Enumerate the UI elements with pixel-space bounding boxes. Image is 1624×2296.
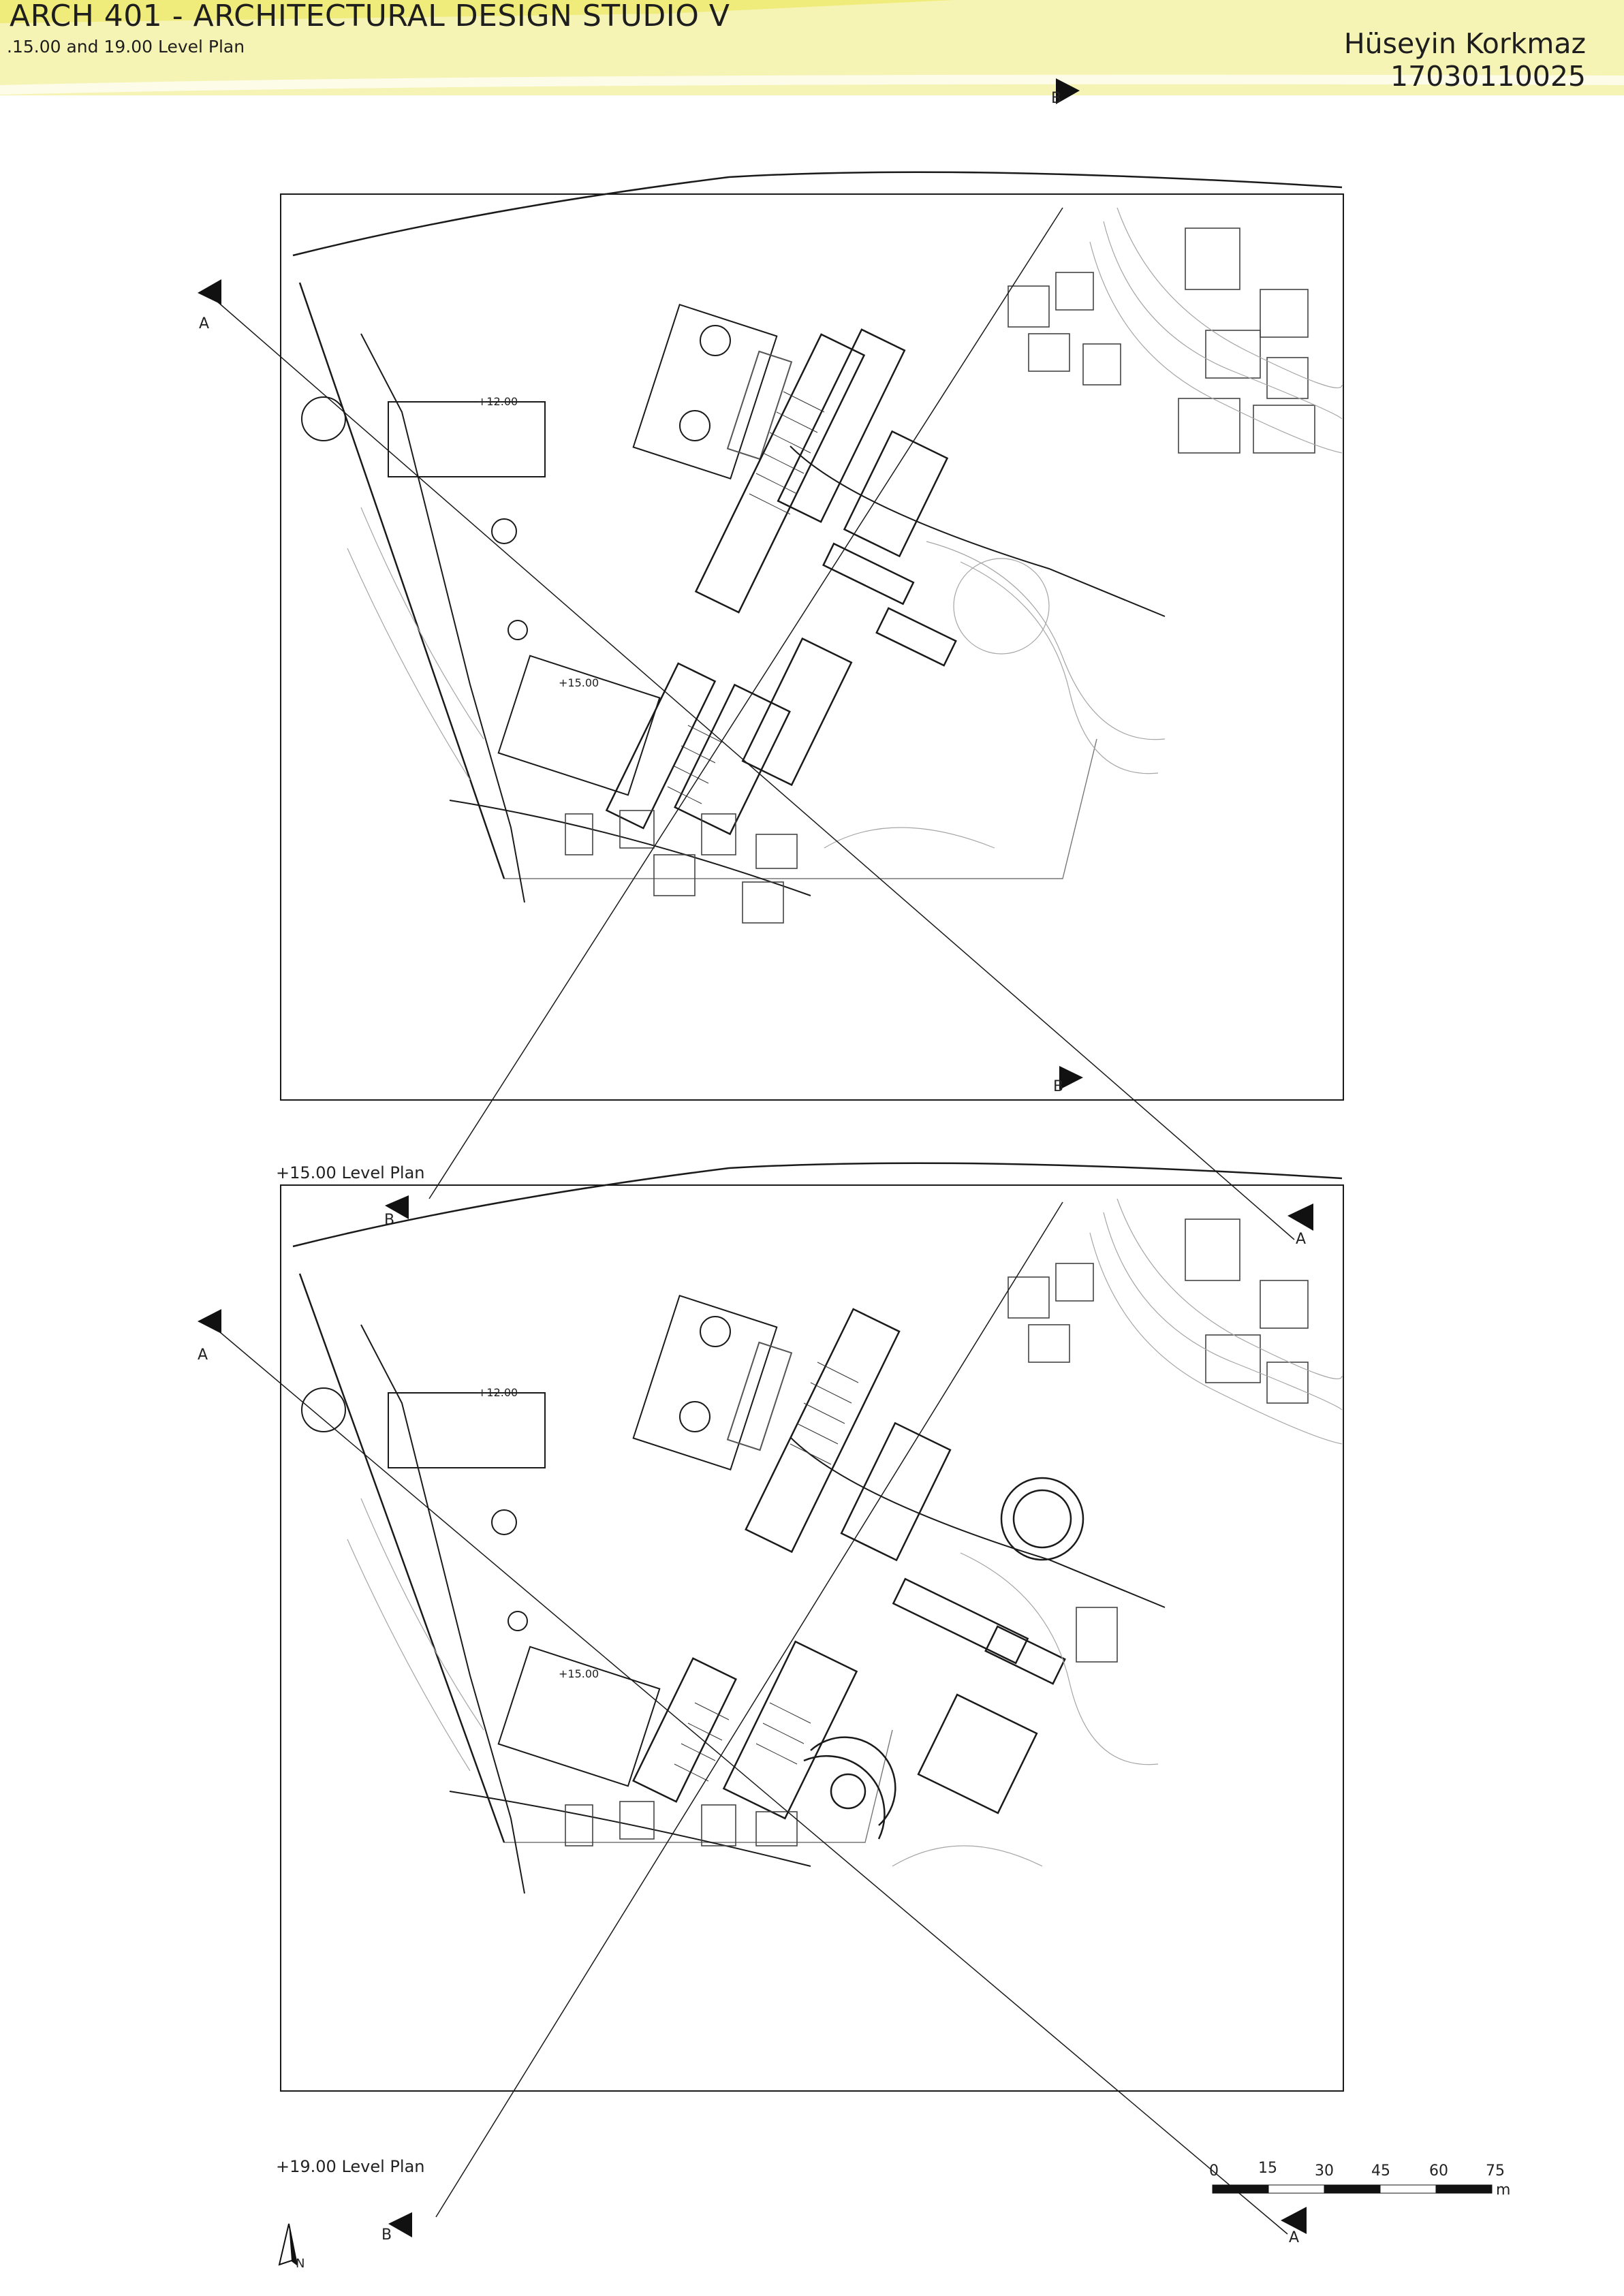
elevation-label: +12.00 — [478, 395, 518, 408]
north-arrow-icon — [275, 2217, 323, 2271]
elevation-label: +12.00 — [478, 1386, 518, 1399]
section-a-start-marker — [198, 1309, 221, 1334]
elevation-label: +15.00 — [559, 1667, 599, 1680]
scale-tick-label: 15 — [1258, 2160, 1277, 2177]
section-b-label: B — [1053, 1078, 1064, 1095]
course-title: ARCH 401 - ARCHITECTURAL DESIGN STUDIO V — [10, 0, 730, 33]
section-a-label: A — [198, 1347, 208, 1364]
scale-tick-label: 0 — [1209, 2163, 1219, 2180]
scale-tick-label: 45 — [1371, 2163, 1390, 2180]
plan-title-19: +19.00 Level Plan — [276, 2157, 425, 2176]
section-a-label: A — [199, 315, 210, 332]
north-label: N — [296, 2256, 305, 2271]
sheet-subtitle: .15.00 and 19.00 Level Plan — [7, 37, 245, 57]
section-a-label: A — [1289, 2229, 1300, 2246]
elevation-label: +15.00 — [559, 676, 599, 689]
plan-frame — [281, 194, 1343, 1100]
section-b-end-marker — [388, 2212, 412, 2237]
student-id: 17030110025 — [1390, 60, 1586, 93]
scale-unit: m — [1496, 2182, 1511, 2199]
section-b-label: B — [381, 2227, 392, 2244]
scale-bar — [1202, 2152, 1516, 2207]
scale-tick-label: 30 — [1315, 2163, 1334, 2180]
section-b-label: B — [1051, 90, 1062, 107]
section-b-label: B — [384, 1212, 395, 1229]
plan-frame — [281, 1185, 1343, 2091]
scale-tick-label: 75 — [1486, 2163, 1505, 2180]
sheet-header — [0, 0, 1624, 95]
plan-title-15: +15.00 Level Plan — [276, 1163, 425, 1182]
section-a-label: A — [1296, 1231, 1307, 1248]
section-a-start-marker — [198, 279, 221, 304]
scale-tick-label: 60 — [1429, 2163, 1448, 2180]
author-name: Hüseyin Korkmaz — [1343, 27, 1586, 60]
